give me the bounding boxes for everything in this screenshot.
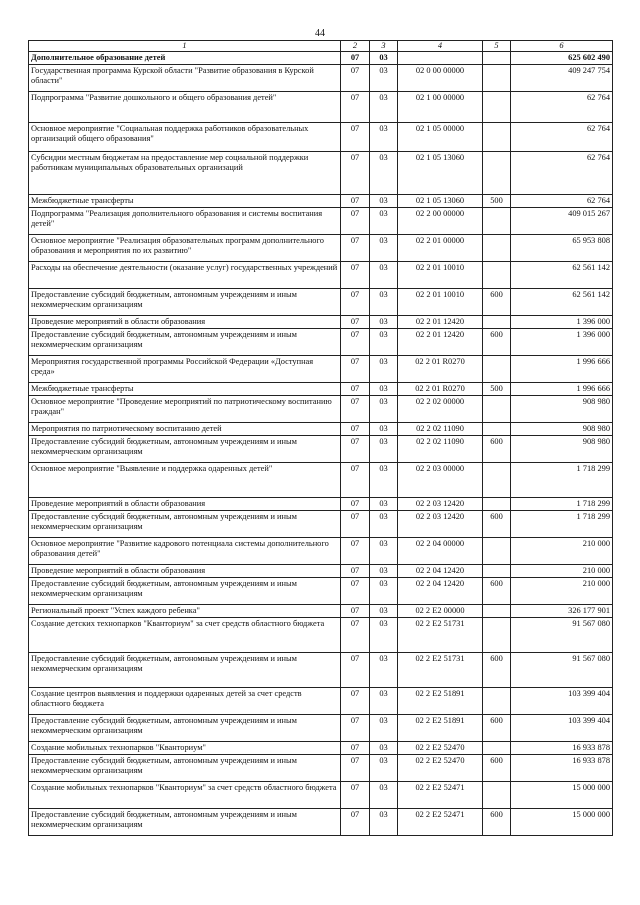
table-row [29, 742, 613, 755]
row-section-cell: 07 [341, 809, 370, 836]
row-amount-cell: 1 396 000 [511, 316, 613, 329]
row-amount-cell: 16 933 878 [511, 742, 613, 755]
row-name-cell: Проведение мероприятий в области образования [29, 316, 341, 329]
row-target-article-cell [398, 52, 483, 65]
row-subsection-cell: 03 [370, 565, 398, 578]
row-amount-cell: 62 764 [511, 123, 613, 152]
row-section-cell: 07 [341, 715, 370, 742]
row-expense-type-cell [483, 235, 511, 262]
row-amount-cell: 1 718 299 [511, 511, 613, 538]
table-row [29, 396, 613, 423]
row-section-cell: 07 [341, 52, 370, 65]
row-subsection-cell: 03 [370, 809, 398, 836]
row-name-cell: Подпрограмма "Развитие дошкольного и общего образования детей" [29, 92, 341, 123]
page-number: 44 [315, 28, 325, 39]
table-row [29, 152, 613, 195]
row-amount-cell: 62 764 [511, 92, 613, 123]
row-subsection-cell: 03 [370, 511, 398, 538]
row-expense-type-cell [483, 782, 511, 809]
row-subsection-cell: 03 [370, 396, 398, 423]
row-section-cell: 07 [341, 578, 370, 605]
row-expense-type-cell: 600 [483, 511, 511, 538]
row-target-article-cell: 02 1 00 00000 [398, 92, 483, 123]
row-target-article-cell: 02 2 00 00000 [398, 208, 483, 235]
table-row [29, 123, 613, 152]
row-name-cell: Создание мобильных технопарков "Кванториум" за счет средств областного бюджета [29, 782, 341, 809]
row-target-article-cell: 02 2 01 12420 [398, 329, 483, 356]
row-section-cell: 07 [341, 436, 370, 463]
row-target-article-cell: 02 2 E2 52471 [398, 782, 483, 809]
row-subsection-cell: 03 [370, 235, 398, 262]
row-name-cell: Основное мероприятие "Выявление и поддержка одаренных детей" [29, 463, 341, 498]
table-row [29, 653, 613, 688]
row-expense-type-cell [483, 92, 511, 123]
row-section-cell: 07 [341, 618, 370, 653]
row-section-cell: 07 [341, 235, 370, 262]
row-amount-cell: 62 764 [511, 195, 613, 208]
header-cell: 2 [341, 41, 370, 52]
row-subsection-cell: 03 [370, 605, 398, 618]
row-expense-type-cell: 600 [483, 578, 511, 605]
row-expense-type-cell [483, 316, 511, 329]
row-name-cell: Создание детских технопарков "Кванториум" за счет средств областного бюджета [29, 618, 341, 653]
header-cell: 1 [29, 41, 341, 52]
row-section-cell: 07 [341, 65, 370, 92]
row-section-cell: 07 [341, 208, 370, 235]
row-name-cell: Дополнительное образование детей [29, 52, 341, 65]
row-expense-type-cell [483, 605, 511, 618]
row-target-article-cell: 02 2 02 11090 [398, 423, 483, 436]
row-name-cell: Предоставление субсидий бюджетным, автономным учреждениям и иным некоммерческим организациям [29, 436, 341, 463]
row-section-cell: 07 [341, 396, 370, 423]
budget-table [28, 40, 613, 836]
row-target-article-cell: 02 2 E2 51891 [398, 715, 483, 742]
row-subsection-cell: 03 [370, 463, 398, 498]
row-expense-type-cell: 600 [483, 653, 511, 688]
row-subsection-cell: 03 [370, 498, 398, 511]
row-target-article-cell: 02 2 03 12420 [398, 511, 483, 538]
row-amount-cell: 210 000 [511, 538, 613, 565]
row-expense-type-cell [483, 262, 511, 289]
table-row [29, 511, 613, 538]
table-row [29, 436, 613, 463]
row-amount-cell: 103 399 404 [511, 715, 613, 742]
row-expense-type-cell: 600 [483, 715, 511, 742]
row-amount-cell: 91 567 080 [511, 653, 613, 688]
row-amount-cell: 210 000 [511, 565, 613, 578]
row-section-cell: 07 [341, 123, 370, 152]
row-amount-cell: 908 980 [511, 436, 613, 463]
row-name-cell: Создание центров выявления и поддержки одаренных детей за счет средств областного бюджета [29, 688, 341, 715]
row-section-cell: 07 [341, 653, 370, 688]
row-amount-cell: 1 996 666 [511, 356, 613, 383]
row-name-cell: Проведение мероприятий в области образования [29, 565, 341, 578]
row-amount-cell: 409 015 267 [511, 208, 613, 235]
row-name-cell: Мероприятия по патриотическому воспитанию детей [29, 423, 341, 436]
row-expense-type-cell [483, 65, 511, 92]
row-expense-type-cell [483, 742, 511, 755]
row-amount-cell: 65 953 808 [511, 235, 613, 262]
row-amount-cell: 1 996 666 [511, 383, 613, 396]
row-target-article-cell: 02 2 02 00000 [398, 396, 483, 423]
table-row [29, 356, 613, 383]
table-row [29, 605, 613, 618]
table-row [29, 498, 613, 511]
row-expense-type-cell: 600 [483, 329, 511, 356]
row-amount-cell: 1 396 000 [511, 329, 613, 356]
row-name-cell: Проведение мероприятий в области образования [29, 498, 341, 511]
row-name-cell: Государственная программа Курской области "Развитие образования в Курской области" [29, 65, 341, 92]
table-row [29, 782, 613, 809]
table-row [29, 383, 613, 396]
row-section-cell: 07 [341, 463, 370, 498]
table-row [29, 329, 613, 356]
row-expense-type-cell: 600 [483, 289, 511, 316]
row-subsection-cell: 03 [370, 316, 398, 329]
row-target-article-cell: 02 2 04 12420 [398, 565, 483, 578]
row-subsection-cell: 03 [370, 383, 398, 396]
row-subsection-cell: 03 [370, 755, 398, 782]
row-target-article-cell: 02 2 E2 52471 [398, 809, 483, 836]
row-subsection-cell: 03 [370, 262, 398, 289]
table-row [29, 92, 613, 123]
row-target-article-cell: 02 1 05 13060 [398, 152, 483, 195]
row-expense-type-cell: 500 [483, 195, 511, 208]
row-subsection-cell: 03 [370, 195, 398, 208]
row-section-cell: 07 [341, 742, 370, 755]
row-target-article-cell: 02 2 01 R0270 [398, 356, 483, 383]
row-section-cell: 07 [341, 316, 370, 329]
row-target-article-cell: 02 1 05 13060 [398, 195, 483, 208]
row-expense-type-cell [483, 423, 511, 436]
table-row [29, 618, 613, 653]
row-expense-type-cell [483, 538, 511, 565]
row-name-cell: Основное мероприятие "Социальная поддержка работников образовательных организаций общего образования" [29, 123, 341, 152]
row-amount-cell: 210 000 [511, 578, 613, 605]
row-name-cell: Предоставление субсидий бюджетным, автономным учреждениям и иным некоммерческим организациям [29, 755, 341, 782]
row-expense-type-cell [483, 123, 511, 152]
row-target-article-cell: 02 2 E2 00000 [398, 605, 483, 618]
row-section-cell: 07 [341, 755, 370, 782]
row-amount-cell: 62 561 142 [511, 262, 613, 289]
row-name-cell: Предоставление субсидий бюджетным, автономным учреждениям и иным некоммерческим организациям [29, 578, 341, 605]
row-target-article-cell: 02 2 01 10010 [398, 289, 483, 316]
row-subsection-cell: 03 [370, 92, 398, 123]
row-expense-type-cell: 600 [483, 755, 511, 782]
row-target-article-cell: 02 0 00 00000 [398, 65, 483, 92]
row-name-cell: Предоставление субсидий бюджетным, автономным учреждениям и иным некоммерческим организациям [29, 511, 341, 538]
row-section-cell: 07 [341, 538, 370, 565]
row-name-cell: Основное мероприятие "Развитие кадрового потенциала системы дополнительного образования детей" [29, 538, 341, 565]
row-section-cell: 07 [341, 423, 370, 436]
row-subsection-cell: 03 [370, 436, 398, 463]
row-amount-cell: 625 602 490 [511, 52, 613, 65]
table-row [29, 52, 613, 65]
row-subsection-cell: 03 [370, 538, 398, 565]
row-subsection-cell: 03 [370, 618, 398, 653]
header-cell: 3 [370, 41, 398, 52]
row-expense-type-cell [483, 618, 511, 653]
row-target-article-cell: 02 2 E2 52470 [398, 742, 483, 755]
row-target-article-cell: 02 2 01 12420 [398, 316, 483, 329]
table-row [29, 538, 613, 565]
table-row [29, 578, 613, 605]
row-section-cell: 07 [341, 605, 370, 618]
row-subsection-cell: 03 [370, 52, 398, 65]
row-target-article-cell: 02 2 04 00000 [398, 538, 483, 565]
row-name-cell: Основное мероприятие "Проведение мероприятий по патриотическому воспитанию граждан" [29, 396, 341, 423]
table-row [29, 688, 613, 715]
table-row [29, 809, 613, 836]
row-subsection-cell: 03 [370, 423, 398, 436]
row-name-cell: Основное мероприятие "Реализация образовательных программ дополнительного образования и мероприятия по их развитию" [29, 235, 341, 262]
row-section-cell: 07 [341, 383, 370, 396]
row-expense-type-cell [483, 463, 511, 498]
table-row [29, 316, 613, 329]
row-target-article-cell: 02 2 E2 51731 [398, 653, 483, 688]
row-name-cell: Подпрограмма "Реализация дополнительного образования и системы воспитания детей" [29, 208, 341, 235]
row-target-article-cell: 02 2 01 R0270 [398, 383, 483, 396]
row-amount-cell: 15 000 000 [511, 809, 613, 836]
row-subsection-cell: 03 [370, 653, 398, 688]
row-name-cell: Предоставление субсидий бюджетным, автономным учреждениям и иным некоммерческим организациям [29, 329, 341, 356]
row-expense-type-cell [483, 688, 511, 715]
row-name-cell: Создание мобильных технопарков "Кванториум" [29, 742, 341, 755]
row-amount-cell: 16 933 878 [511, 755, 613, 782]
row-name-cell: Предоставление субсидий бюджетным, автономным учреждениям и иным некоммерческим организациям [29, 809, 341, 836]
row-expense-type-cell [483, 152, 511, 195]
row-name-cell: Предоставление субсидий бюджетным, автономным учреждениям и иным некоммерческим организациям [29, 653, 341, 688]
row-section-cell: 07 [341, 688, 370, 715]
table-row [29, 195, 613, 208]
table-row [29, 423, 613, 436]
table-row [29, 755, 613, 782]
header-cell: 4 [398, 41, 483, 52]
row-subsection-cell: 03 [370, 715, 398, 742]
row-subsection-cell: 03 [370, 152, 398, 195]
row-section-cell: 07 [341, 92, 370, 123]
row-amount-cell: 103 399 404 [511, 688, 613, 715]
row-target-article-cell: 02 2 E2 51731 [398, 618, 483, 653]
row-target-article-cell: 02 2 04 12420 [398, 578, 483, 605]
header-cell: 5 [483, 41, 511, 52]
row-amount-cell: 1 718 299 [511, 498, 613, 511]
row-target-article-cell: 02 2 E2 51891 [398, 688, 483, 715]
row-subsection-cell: 03 [370, 329, 398, 356]
row-amount-cell: 326 177 901 [511, 605, 613, 618]
row-target-article-cell: 02 1 05 00000 [398, 123, 483, 152]
row-section-cell: 07 [341, 289, 370, 316]
row-subsection-cell: 03 [370, 123, 398, 152]
table-row [29, 65, 613, 92]
row-expense-type-cell [483, 208, 511, 235]
row-subsection-cell: 03 [370, 742, 398, 755]
row-amount-cell: 409 247 754 [511, 65, 613, 92]
row-name-cell: Предоставление субсидий бюджетным, автономным учреждениям и иным некоммерческим организациям [29, 715, 341, 742]
row-name-cell: Мероприятия государственной программы Российской Федерации «Доступная среда» [29, 356, 341, 383]
row-section-cell: 07 [341, 565, 370, 578]
row-expense-type-cell: 500 [483, 383, 511, 396]
table-row [29, 463, 613, 498]
row-amount-cell: 908 980 [511, 423, 613, 436]
row-target-article-cell: 02 2 03 12420 [398, 498, 483, 511]
row-name-cell: Межбюджетные трансферты [29, 383, 341, 396]
row-expense-type-cell [483, 52, 511, 65]
row-target-article-cell: 02 2 01 00000 [398, 235, 483, 262]
row-expense-type-cell [483, 356, 511, 383]
row-amount-cell: 908 980 [511, 396, 613, 423]
table-row [29, 262, 613, 289]
row-section-cell: 07 [341, 356, 370, 383]
row-subsection-cell: 03 [370, 688, 398, 715]
table-row [29, 715, 613, 742]
row-section-cell: 07 [341, 329, 370, 356]
row-amount-cell: 62 764 [511, 152, 613, 195]
table-row [29, 565, 613, 578]
row-section-cell: 07 [341, 498, 370, 511]
row-expense-type-cell: 600 [483, 809, 511, 836]
row-target-article-cell: 02 2 E2 52470 [398, 755, 483, 782]
row-expense-type-cell [483, 498, 511, 511]
table-header-row [29, 41, 613, 52]
row-section-cell: 07 [341, 511, 370, 538]
row-expense-type-cell [483, 565, 511, 578]
row-subsection-cell: 03 [370, 356, 398, 383]
row-amount-cell: 15 000 000 [511, 782, 613, 809]
header-cell: 6 [511, 41, 613, 52]
row-subsection-cell: 03 [370, 782, 398, 809]
table-row [29, 208, 613, 235]
row-name-cell: Межбюджетные трансферты [29, 195, 341, 208]
row-name-cell: Предоставление субсидий бюджетным, автономным учреждениям и иным некоммерческим организациям [29, 289, 341, 316]
table-row [29, 289, 613, 316]
row-amount-cell: 1 718 299 [511, 463, 613, 498]
row-name-cell: Субсидии местным бюджетам на предоставление мер социальной поддержки работникам муниципальных образовательных организаций [29, 152, 341, 195]
row-section-cell: 07 [341, 195, 370, 208]
row-name-cell: Расходы на обеспечение деятельности (оказание услуг) государственных учреждений [29, 262, 341, 289]
row-expense-type-cell: 600 [483, 436, 511, 463]
row-subsection-cell: 03 [370, 208, 398, 235]
row-section-cell: 07 [341, 782, 370, 809]
row-name-cell: Региональный проект "Успех каждого ребенка" [29, 605, 341, 618]
row-amount-cell: 62 561 142 [511, 289, 613, 316]
row-target-article-cell: 02 2 02 11090 [398, 436, 483, 463]
row-expense-type-cell [483, 396, 511, 423]
row-section-cell: 07 [341, 152, 370, 195]
row-subsection-cell: 03 [370, 578, 398, 605]
row-amount-cell: 91 567 080 [511, 618, 613, 653]
row-target-article-cell: 02 2 03 00000 [398, 463, 483, 498]
row-subsection-cell: 03 [370, 289, 398, 316]
row-subsection-cell: 03 [370, 65, 398, 92]
row-target-article-cell: 02 2 01 10010 [398, 262, 483, 289]
row-section-cell: 07 [341, 262, 370, 289]
table-row [29, 235, 613, 262]
